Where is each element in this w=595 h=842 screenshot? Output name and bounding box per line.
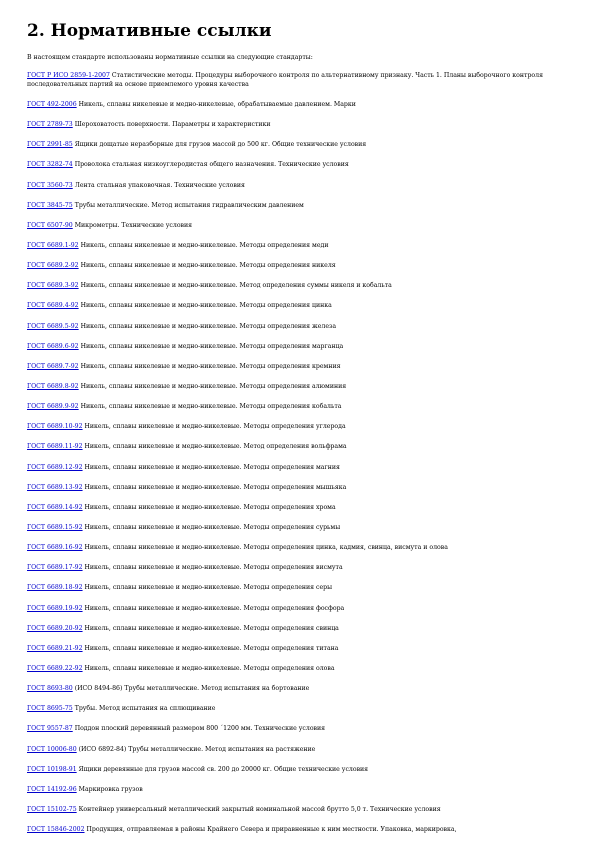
reference-title: Никель, сплавы никелевые и медно-никелевые. Методы определения никеля	[80, 262, 336, 270]
reference-item	[27, 463, 572, 472]
section-title: 2. Нормативные ссылки	[27, 21, 272, 41]
reference-item	[27, 523, 572, 532]
reference-code-link[interactable]: ГОСТ 6689.9-92	[27, 403, 79, 411]
reference-title: Никель, сплавы никелевые и медно-никелевые. Метод определения вольфрама	[84, 443, 347, 451]
reference-code-link[interactable]: ГОСТ 6689.18-92	[27, 584, 83, 592]
reference-title: Никель, сплавы никелевые и медно-никелевые. Метод определения суммы никеля и кобальта	[80, 282, 392, 290]
reference-item	[27, 402, 572, 411]
reference-title: Никель, сплавы никелевые и медно-никелевые. Методы определения марганца	[80, 342, 344, 350]
reference-title: Никель, сплавы никелевые и медно-никелевые. Методы определения углерода	[84, 423, 346, 431]
reference-title: (ИСО 6892-84) Трубы металлические. Метод испытания на растяжение	[78, 745, 316, 753]
reference-item	[27, 483, 572, 492]
reference-title: Никель, сплавы никелевые и медно-никелевые. Методы определения висмута	[84, 564, 343, 572]
reference-item	[27, 765, 572, 774]
reference-item	[27, 160, 572, 169]
reference-title: Никель, сплавы никелевые и медно-никелевые. Методы определения алюминия	[80, 382, 347, 390]
reference-title: Никель, сплавы никелевые и медно-никелевые. Методы определения серы	[84, 584, 333, 592]
reference-code-link[interactable]: ГОСТ 6689.3-92	[27, 282, 79, 290]
reference-title: Никель, сплавы никелевые и медно-никелевые. Методы определения магния	[84, 463, 340, 471]
reference-item	[27, 120, 572, 129]
reference-item	[27, 503, 572, 512]
reference-code-link[interactable]: ГОСТ 6689.12-92	[27, 463, 83, 471]
reference-code-link[interactable]: ГОСТ 6689.6-92	[27, 342, 79, 350]
reference-item	[27, 221, 572, 230]
reference-code-link[interactable]: ГОСТ 2789-73	[27, 121, 73, 129]
reference-item	[27, 261, 572, 270]
reference-title: Маркировка грузов	[78, 785, 143, 793]
reference-item	[27, 825, 572, 834]
reference-code-link[interactable]: ГОСТ 6689.22-92	[27, 664, 83, 672]
reference-item	[27, 583, 572, 592]
reference-code-link[interactable]: ГОСТ 15102-75	[27, 805, 77, 813]
reference-code-link[interactable]: ГОСТ 6689.5-92	[27, 322, 79, 330]
reference-item	[27, 624, 572, 633]
reference-item	[27, 543, 572, 552]
reference-code-link[interactable]: ГОСТ 6507-90	[27, 221, 73, 229]
reference-item	[27, 684, 572, 693]
reference-code-link[interactable]: ГОСТ Р ИСО 2859-1-2007	[27, 72, 110, 79]
reference-code-link[interactable]: ГОСТ 15846-2002	[27, 826, 85, 834]
reference-title: Трубы. Метод испытания на сплющивание	[74, 705, 216, 713]
reference-code-link[interactable]: ГОСТ 6689.10-92	[27, 423, 83, 431]
reference-title: (ИСО 8494-86) Трубы металлические. Метод испытания на бортование	[74, 685, 310, 693]
reference-code-link[interactable]: ГОСТ 6689.11-92	[27, 443, 83, 451]
reference-code-link[interactable]: ГОСТ 6689.16-92	[27, 544, 83, 552]
reference-item	[27, 181, 572, 190]
reference-title: Микрометры. Технические условия	[74, 221, 193, 229]
reference-item	[27, 704, 572, 713]
reference-title: Трубы металлические. Метод испытания гидравлическим давлением	[74, 201, 304, 209]
reference-code-link[interactable]: ГОСТ 10198-91	[27, 765, 77, 773]
reference-title: Никель, сплавы никелевые и медно-никелевые. Методы определения цинка, кадмия, свинца, висмута и олова	[84, 544, 448, 552]
reference-code-link[interactable]: ГОСТ 6689.1-92	[27, 241, 79, 249]
reference-item	[27, 71, 572, 89]
reference-item	[27, 785, 572, 794]
reference-code-link[interactable]: ГОСТ 6689.2-92	[27, 262, 79, 270]
reference-title: Никель, сплавы никелевые и медно-никелевые. Методы определения кобальта	[80, 403, 342, 411]
reference-item	[27, 342, 572, 351]
reference-code-link[interactable]: ГОСТ 6689.17-92	[27, 564, 83, 572]
reference-item	[27, 745, 572, 754]
reference-item	[27, 140, 572, 149]
reference-item	[27, 281, 572, 290]
reference-title: Никель, сплавы никелевые и медно-никелевые. Методы определения меди	[80, 241, 329, 249]
reference-title: Шероховатость поверхности. Параметры и характеристики	[74, 121, 271, 129]
reference-title: Никель, сплавы никелевые и медно-никелевые. Методы определения олова	[84, 664, 335, 672]
reference-item	[27, 241, 572, 250]
reference-item	[27, 362, 572, 371]
reference-title: Статистические методы. Процедуры выборочного контроля по альтернативному признаку. Часть 1. Планы выборочного контроля последовательных партий на основе приемлемого уровня качества	[27, 72, 543, 88]
reference-code-link[interactable]: ГОСТ 6689.4-92	[27, 302, 79, 310]
reference-item	[27, 422, 572, 431]
reference-title: Никель, сплавы никелевые и медно-никелевые. Методы определения хрома	[84, 503, 336, 511]
reference-title: Поддон плоский деревянный размером 800 ´1200 мм. Технические условия	[74, 725, 326, 733]
reference-title: Лента стальная упаковочная. Технические условия	[74, 181, 245, 189]
reference-item	[27, 664, 572, 673]
reference-item	[27, 644, 572, 653]
reference-code-link[interactable]: ГОСТ 9557-87	[27, 725, 73, 733]
reference-item	[27, 382, 572, 391]
reference-title: Продукция, отправляемая в районы Крайнего Севера и приравненные к ним местности. Упаковка, маркировка,	[86, 826, 457, 834]
reference-code-link[interactable]: ГОСТ 3282-74	[27, 161, 73, 169]
reference-title: Никель, сплавы никелевые и медно-никелевые. Методы определения титана	[84, 644, 339, 652]
reference-code-link[interactable]: ГОСТ 6689.19-92	[27, 604, 83, 612]
reference-title: Контейнер универсальный металлический закрытый номинальной массой брутто 5,0 т. Технические условия	[78, 805, 441, 813]
reference-code-link[interactable]: ГОСТ 14192-96	[27, 785, 77, 793]
reference-code-link[interactable]: ГОСТ 6689.7-92	[27, 362, 79, 370]
reference-code-link[interactable]: ГОСТ 10006-80	[27, 745, 77, 753]
reference-code-link[interactable]: ГОСТ 6689.21-92	[27, 644, 83, 652]
reference-title: Никель, сплавы никелевые и медно-никелевые. Методы определения сурьмы	[84, 523, 341, 531]
reference-code-link[interactable]: ГОСТ 6689.15-92	[27, 523, 83, 531]
reference-code-link[interactable]: ГОСТ 3845-75	[27, 201, 73, 209]
reference-item	[27, 805, 572, 814]
reference-code-link[interactable]: ГОСТ 6689.20-92	[27, 624, 83, 632]
reference-item	[27, 100, 572, 109]
reference-item	[27, 442, 572, 451]
reference-title: Проволока стальная низкоуглеродистая общего назначения. Технические условия	[74, 161, 349, 169]
reference-item	[27, 301, 572, 310]
reference-title: Никель, сплавы никелевые и медно-никелевые. Методы определения цинка	[80, 302, 332, 310]
reference-title: Никель, сплавы никелевые и медно-никелевые. Методы определения мышьяка	[84, 483, 347, 491]
reference-code-link[interactable]: ГОСТ 492-2006	[27, 101, 77, 108]
reference-code-link[interactable]: ГОСТ 3560-73	[27, 181, 73, 189]
reference-code-link[interactable]: ГОСТ 8695-75	[27, 705, 73, 713]
reference-item	[27, 322, 572, 331]
reference-title: Ящики деревянные для грузов массой св. 200 до 20000 кг. Общие технические условия	[78, 765, 369, 773]
reference-item	[27, 201, 572, 210]
reference-title: Никель, сплавы никелевые и медно-никелевые, обрабатываемые давлением. Марки	[78, 101, 356, 108]
reference-code-link[interactable]: ГОСТ 6689.13-92	[27, 483, 83, 491]
reference-item	[27, 563, 572, 572]
reference-item	[27, 604, 572, 613]
reference-title: Никель, сплавы никелевые и медно-никелевые. Методы определения кремния	[80, 362, 341, 370]
intro-text: В настоящем стандарте использованы нормативные ссылки на следующие стандарты:	[27, 54, 313, 61]
reference-title: Ящики дощатые неразборные для грузов массой до 500 кг. Общие технические условия	[74, 141, 367, 149]
reference-title: Никель, сплавы никелевые и медно-никелевые. Методы определения свинца	[84, 624, 339, 632]
reference-title: Никель, сплавы никелевые и медно-никелевые. Методы определения фосфора	[84, 604, 345, 612]
reference-code-link[interactable]: ГОСТ 6689.14-92	[27, 503, 83, 511]
reference-list	[27, 71, 572, 834]
reference-code-link[interactable]: ГОСТ 8693-80	[27, 685, 73, 693]
reference-code-link[interactable]: ГОСТ 2991-85	[27, 141, 73, 149]
reference-title: Никель, сплавы никелевые и медно-никелевые. Методы определения железа	[80, 322, 337, 330]
reference-code-link[interactable]: ГОСТ 6689.8-92	[27, 382, 79, 390]
reference-item	[27, 724, 572, 733]
